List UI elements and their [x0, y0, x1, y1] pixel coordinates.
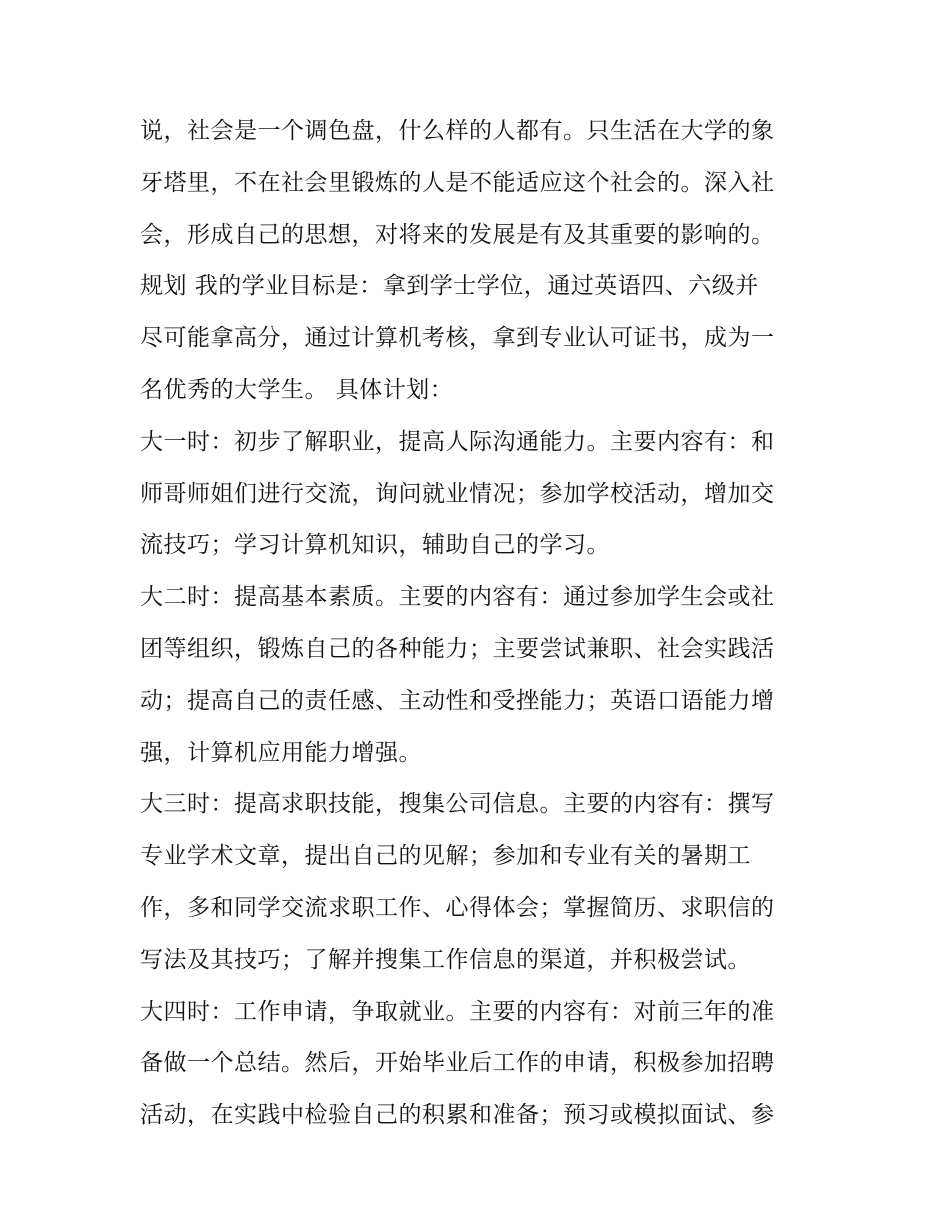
text-line: 团等组织，锻炼自己的各种能力；主要尝试兼职、社会实践活 [140, 635, 775, 662]
text-line: 规划 我的学业目标是：拿到学士学位，通过英语四、六级并 [140, 273, 759, 300]
text-line: 流技巧；学习计算机知识，辅助自己的学习。 [140, 532, 610, 559]
document-body [140, 106, 820, 1142]
text-line: 活动，在实践中检验自己的积累和准备；预习或模拟面试、参 [140, 1102, 775, 1129]
text-line: 强，计算机应用能力增强。 [140, 739, 422, 766]
text-line: 专业学术文章，提出自己的见解；参加和专业有关的暑期工 [140, 843, 751, 870]
text-line: 大二时：提高基本素质。主要的内容有：通过参加学生会或社 [140, 584, 775, 611]
text-line: 会，形成自己的思想，对将来的发展是有及其重要的影响的。 [140, 221, 775, 248]
text-line: 写法及其技巧；了解并搜集工作信息的渠道，并积极尝试。 [140, 946, 751, 973]
text-line: 名优秀的大学生。 具体计划： [140, 376, 454, 403]
text-line: 师哥师姐们进行交流，询问就业情况；参加学校活动，增加交 [140, 480, 775, 507]
text-line: 大一时：初步了解职业，提高人际沟通能力。主要内容有：和 [140, 428, 775, 455]
text-line: 说，社会是一个调色盘，什么样的人都有。只生活在大学的象 [140, 118, 775, 144]
text-line: 大四时：工作申请，争取就业。主要的内容有：对前三年的准 [140, 998, 775, 1025]
text-line: 牙塔里，不在社会里锻炼的人是不能适应这个社会的。深入社 [140, 169, 775, 196]
text-line: 大三时：提高求职技能，搜集公司信息。主要的内容有：撰写 [140, 791, 775, 818]
text-line: 动；提高自己的责任感、主动性和受挫能力；英语口语能力增 [140, 687, 775, 714]
text-line: 备做一个总结。然后，开始毕业后工作的申请，积极参加招聘 [140, 1050, 775, 1077]
text-line: 尽可能拿高分，通过计算机考核，拿到专业认可证书，成为一 [140, 325, 775, 352]
text-line: 作，多和同学交流求职工作、心得体会；掌握简历、求职信的 [140, 894, 775, 921]
